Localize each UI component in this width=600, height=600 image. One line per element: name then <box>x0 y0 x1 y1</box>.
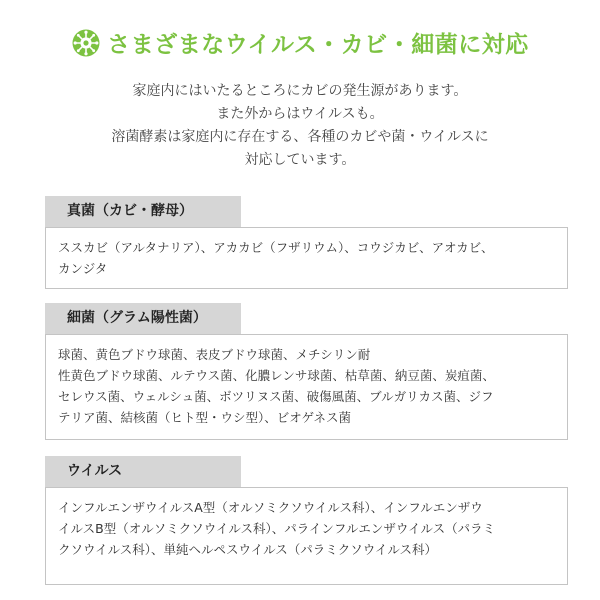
content-line: セレウス菌、ウェルシュ菌、ボツリヌス菌、破傷風菌、ブルガリカス菌、ジフ <box>58 389 494 404</box>
section-content <box>45 334 568 440</box>
section-bacteria <box>45 303 568 440</box>
section-content <box>45 227 568 289</box>
virus-icon <box>71 28 101 58</box>
content-line: イルスB型（オルソミクソウイルス科）、パラインフルエンザウイルス（パラミ <box>58 521 496 536</box>
section-heading: 細菌（グラム陽性菌） <box>45 303 241 334</box>
content-line: インフルエンザウイルスA型（オルソミクソウイルス科）、インフルエンザウ <box>58 500 483 515</box>
section-content <box>45 487 568 585</box>
content-line: 性黄色ブドウ球菌、ルテウス菌、化膿レンサ球菌、枯草菌、納豆菌、炭疽菌、 <box>58 368 495 383</box>
intro-line: また外からはウイルスも。 <box>216 106 384 122</box>
section-virus <box>45 456 568 585</box>
section-heading: 真菌（カビ・酵母） <box>45 196 241 227</box>
intro-line: 家庭内にはいたるところにカビの発生源があります。 <box>132 83 468 99</box>
title-row <box>0 26 600 59</box>
section-heading: ウイルス <box>45 456 241 487</box>
content-line: クソウイルス科）、単純ヘルペスウイルス（パラミクソウイルス科） <box>58 542 438 557</box>
page-title: さまざまなウイルス・カビ・細菌に対応 <box>107 32 529 58</box>
content-line: ススカビ（アルタナリア）、アカカビ（フザリウム）、コウジカビ、アオカビ、 <box>58 240 494 255</box>
content-line: カンジタ <box>58 261 108 276</box>
intro-line: 溶菌酵素は家庭内に存在する、各種のカビや菌・ウイルスに <box>111 129 489 145</box>
content-line: 球菌、黄色ブドウ球菌、表皮ブドウ球菌、メチシリン耐 <box>58 347 371 362</box>
section-fungi <box>45 196 568 289</box>
content-line: テリア菌、結核菌（ヒト型・ウシ型）、ビオゲネス菌 <box>58 410 352 425</box>
intro-line: 対応しています。 <box>244 152 356 168</box>
intro-text <box>0 80 600 172</box>
